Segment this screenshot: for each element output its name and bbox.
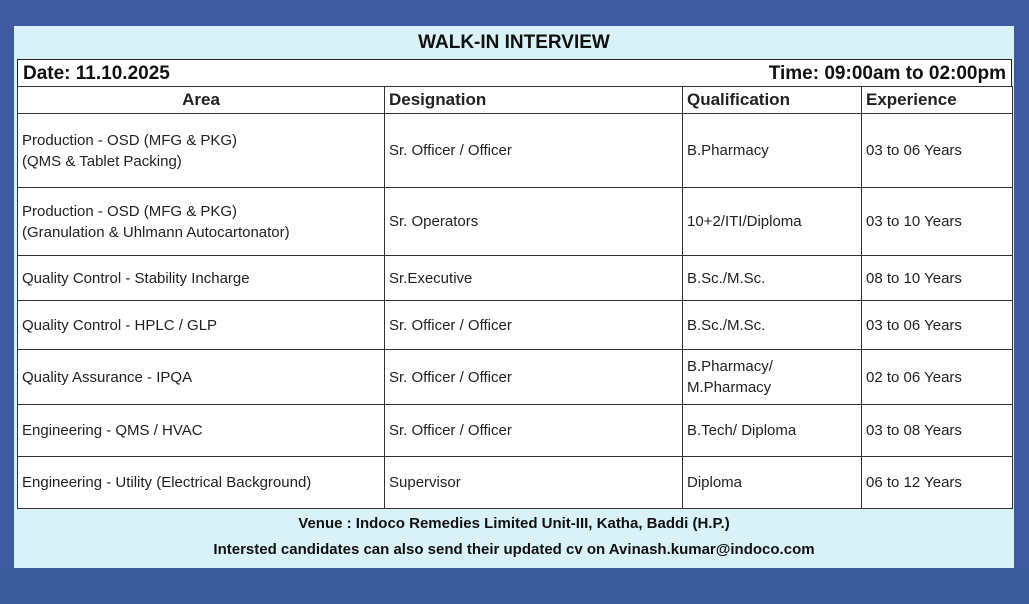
area-cell: Quality Assurance - IPQA	[18, 350, 385, 405]
jobs-table	[17, 86, 1013, 509]
area-cell: Quality Control - HPLC / GLP	[18, 301, 385, 350]
header-area: Area	[18, 87, 385, 114]
area-cell: Engineering - Utility (Electrical Background)	[18, 457, 385, 509]
header-designation: Designation	[385, 87, 683, 114]
interview-time: Time: 09:00am to 02:00pm	[768, 63, 1006, 84]
table-row	[18, 256, 1013, 301]
table-row	[18, 350, 1013, 405]
header-experience: Experience	[862, 87, 1013, 114]
qualification-cell: B.Tech/ Diploma	[683, 405, 862, 457]
designation-cell: Sr. Officer / Officer	[385, 350, 683, 405]
interview-date: Date: 11.10.2025	[23, 63, 170, 84]
table-row	[18, 301, 1013, 350]
table-row	[18, 114, 1013, 188]
area-cell: Production - OSD (MFG & PKG) (Granulation & Uhlmann Autocartonator)	[18, 188, 385, 256]
notice-footer	[14, 511, 1014, 563]
table-row	[18, 457, 1013, 509]
designation-cell: Sr. Operators	[385, 188, 683, 256]
experience-cell: 03 to 06 Years	[862, 114, 1013, 188]
table-row	[18, 188, 1013, 256]
contact-note: Intersted candidates can also send their updated cv on Avinash.kumar@indoco.com	[213, 541, 815, 558]
notice-sheet	[14, 26, 1014, 568]
area-cell: Quality Control - Stability Incharge	[18, 256, 385, 301]
experience-cell: 06 to 12 Years	[862, 457, 1013, 509]
bottom-border	[0, 568, 1029, 604]
experience-cell: 03 to 06 Years	[862, 301, 1013, 350]
table-row	[18, 405, 1013, 457]
experience-cell: 02 to 06 Years	[862, 350, 1013, 405]
qualification-cell: 10+2/ITI/Diploma	[683, 188, 862, 256]
date-time-bar	[17, 59, 1012, 89]
experience-cell: 03 to 08 Years	[862, 405, 1013, 457]
qualification-cell: B.Sc./M.Sc.	[683, 301, 862, 350]
area-cell: Production - OSD (MFG & PKG) (QMS & Tablet Packing)	[18, 114, 385, 188]
header-qualification: Qualification	[683, 87, 862, 114]
notice-title: WALK-IN INTERVIEW	[418, 32, 610, 53]
qualification-cell: B.Pharmacy/ M.Pharmacy	[683, 350, 862, 405]
venue-text: Venue : Indoco Remedies Limited Unit-III, Katha, Baddi (H.P.)	[298, 515, 730, 532]
designation-cell: Supervisor	[385, 457, 683, 509]
experience-cell: 08 to 10 Years	[862, 256, 1013, 301]
area-cell: Engineering - QMS / HVAC	[18, 405, 385, 457]
designation-cell: Sr. Officer / Officer	[385, 114, 683, 188]
designation-cell: Sr. Officer / Officer	[385, 405, 683, 457]
designation-cell: Sr. Officer / Officer	[385, 301, 683, 350]
qualification-cell: B.Pharmacy	[683, 114, 862, 188]
experience-cell: 03 to 10 Years	[862, 188, 1013, 256]
top-border	[0, 0, 1029, 26]
right-border	[1015, 0, 1029, 604]
designation-cell: Sr.Executive	[385, 256, 683, 301]
qualification-cell: Diploma	[683, 457, 862, 509]
left-border	[0, 0, 14, 604]
table-header-row	[18, 87, 1013, 114]
qualification-cell: B.Sc./M.Sc.	[683, 256, 862, 301]
